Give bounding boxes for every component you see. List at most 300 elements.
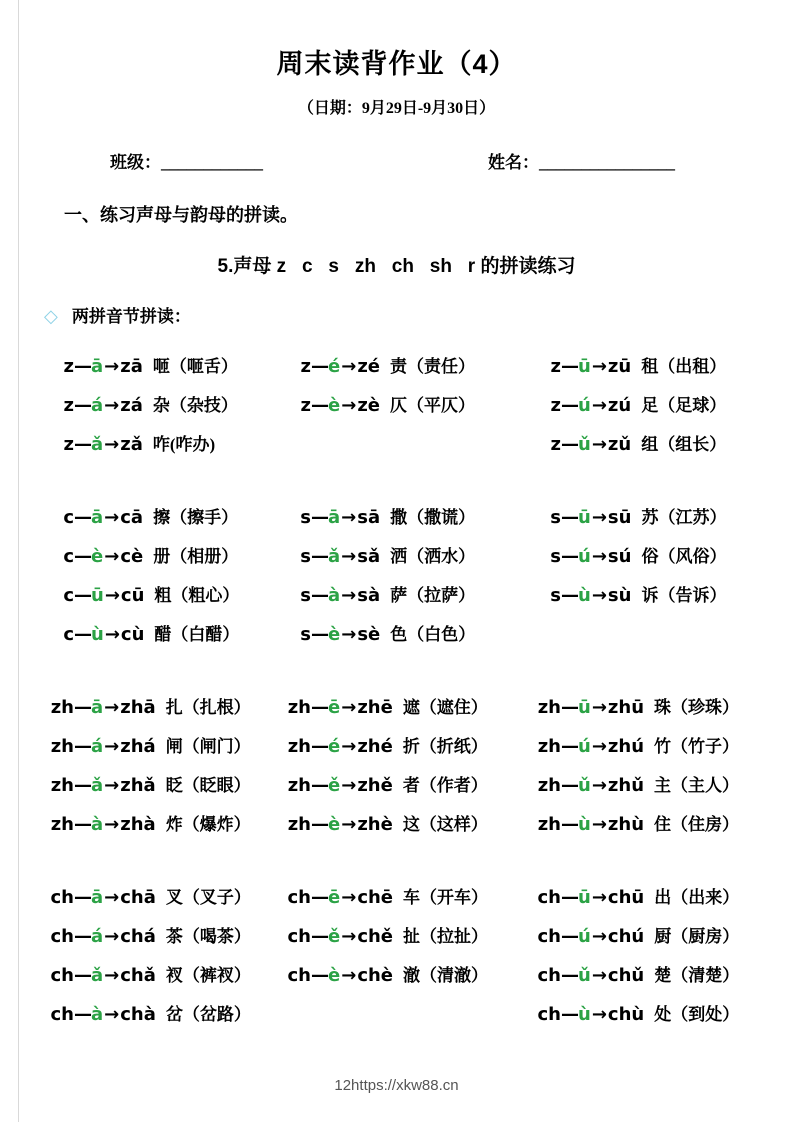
pinyin-row: [0, 686, 793, 725]
pinyin-row: [0, 725, 793, 764]
arrow-icon: →: [591, 736, 607, 757]
initial-consonant: zh: [537, 775, 561, 796]
pinyin-cell: [48, 771, 285, 796]
word-example: 诉（告诉）: [641, 586, 727, 605]
dash-connector: —: [74, 356, 91, 377]
word-example: 咂（咂舌）: [152, 357, 238, 376]
syllable: zhā: [120, 697, 156, 718]
initial-consonant: zh: [50, 697, 74, 718]
dash-connector: —: [561, 926, 578, 947]
dash-connector: —: [561, 1004, 578, 1025]
pinyin-cell: [48, 352, 285, 377]
syllable: chà: [120, 1004, 156, 1025]
pinyin-cell: [535, 693, 793, 718]
final-vowel: ú: [578, 546, 591, 567]
initial-consonant: c: [63, 585, 74, 606]
dash-connector: —: [311, 624, 328, 645]
dash-connector: —: [311, 697, 328, 718]
page-title: 周末读背作业（4）: [276, 49, 517, 79]
pinyin-cell: [535, 961, 793, 986]
final-vowel: é: [328, 356, 341, 377]
arrow-icon: →: [591, 775, 607, 796]
pinyin-cell: [285, 581, 535, 606]
final-vowel: ē: [328, 697, 341, 718]
pinyin-cell: [48, 620, 285, 645]
initial-consonant: s: [300, 507, 311, 528]
arrow-icon: →: [104, 356, 120, 377]
syllable: sù: [607, 585, 632, 606]
final-vowel: à: [91, 1004, 104, 1025]
initial-consonant: s: [550, 507, 561, 528]
pinyin-cell: [48, 542, 285, 567]
dash-connector: —: [74, 624, 91, 645]
dash-connector: —: [311, 585, 328, 606]
word-example: 杂（杂技）: [152, 396, 238, 415]
pinyin-row: [0, 803, 793, 842]
word-example: 洒（洒水）: [390, 547, 476, 566]
final-vowel: ā: [91, 507, 104, 528]
initial-consonant: ch: [537, 1004, 561, 1025]
final-vowel: è: [328, 395, 341, 416]
arrow-icon: →: [341, 356, 357, 377]
syllable: sū: [607, 507, 632, 528]
arrow-icon: →: [104, 507, 120, 528]
dash-connector: —: [74, 1004, 91, 1025]
name-label: 姓名：: [488, 153, 539, 172]
arrow-icon: →: [341, 814, 357, 835]
pinyin-row: [0, 384, 793, 423]
initial-consonant: zh: [537, 814, 561, 835]
final-vowel: ù: [578, 585, 591, 606]
pinyin-cell: [535, 922, 793, 947]
pinyin-cell: [48, 503, 285, 528]
arrow-icon: →: [104, 697, 120, 718]
final-vowel: ū: [578, 697, 591, 718]
final-vowel: ú: [578, 395, 591, 416]
pinyin-row: [0, 535, 793, 574]
arrow-icon: →: [591, 926, 607, 947]
pinyin-cell: [285, 883, 535, 908]
word-example: 粗（粗心）: [154, 586, 240, 605]
word-example: 楚（清楚）: [654, 966, 740, 985]
pinyin-row: [0, 915, 793, 954]
arrow-icon: →: [341, 546, 357, 567]
final-vowel: ù: [578, 814, 591, 835]
arrow-icon: →: [104, 926, 120, 947]
syllable: chē: [357, 887, 394, 908]
pinyin-row: [0, 496, 793, 535]
final-vowel: ǔ: [578, 965, 591, 986]
arrow-icon: →: [591, 965, 607, 986]
pinyin-cell: [535, 430, 793, 455]
word-example: 茶（喝茶）: [165, 927, 251, 946]
arrow-icon: →: [591, 546, 607, 567]
syllable: sā: [357, 507, 381, 528]
pinyin-cell: [48, 1000, 285, 1025]
initial-consonant: ch: [50, 965, 74, 986]
syllable: cā: [120, 507, 144, 528]
diamond-icon: ◇: [44, 306, 58, 327]
pinyin-row: [0, 423, 793, 462]
arrow-icon: →: [104, 814, 120, 835]
initial-consonant: zh: [287, 697, 311, 718]
dash-connector: —: [561, 585, 578, 606]
final-vowel: ǎ: [91, 965, 104, 986]
pinyin-cell: [285, 391, 535, 416]
arrow-icon: →: [341, 624, 357, 645]
pinyin-cell: [285, 810, 535, 835]
class-label: 班级：: [110, 153, 161, 172]
initial-consonant: zh: [50, 736, 74, 757]
initial-consonant: ch: [537, 965, 561, 986]
final-vowel: ǎ: [328, 546, 341, 567]
arrow-icon: →: [104, 395, 120, 416]
initial-consonant: z: [63, 356, 74, 377]
pinyin-cell: [535, 542, 793, 567]
bullet-line: [44, 302, 793, 327]
dash-connector: —: [561, 507, 578, 528]
word-example: 扯（拉扯）: [403, 927, 489, 946]
syllable: chù: [607, 1004, 645, 1025]
initial-consonant: z: [63, 395, 74, 416]
word-example: 足（足球）: [641, 396, 727, 415]
arrow-icon: →: [104, 887, 120, 908]
word-example: 住（住房）: [654, 815, 740, 834]
word-example: 折（折纸）: [402, 737, 488, 756]
initial-consonant: s: [300, 585, 311, 606]
word-example: 撒（撒谎）: [390, 508, 476, 527]
word-example: 厨（厨房）: [654, 927, 740, 946]
syllable: chū: [607, 887, 645, 908]
final-vowel: è: [91, 546, 104, 567]
final-vowel: ě: [328, 926, 341, 947]
pinyin-cell: [535, 771, 793, 796]
word-example: 主（主人）: [654, 776, 740, 795]
dash-connector: —: [311, 887, 328, 908]
syllable: zhà: [120, 814, 156, 835]
initial-consonant: z: [300, 356, 311, 377]
syllable: chá: [120, 926, 156, 947]
final-vowel: ù: [91, 624, 104, 645]
arrow-icon: →: [104, 736, 120, 757]
syllable: zhè: [357, 814, 393, 835]
syllable: zhé: [357, 736, 393, 757]
arrow-icon: →: [591, 507, 607, 528]
pinyin-cell: [285, 503, 535, 528]
initial-consonant: ch: [50, 1004, 74, 1025]
initial-consonant: ch: [537, 926, 561, 947]
syllable: sú: [607, 546, 632, 567]
pinyin-row: [0, 613, 793, 652]
dash-connector: —: [74, 736, 91, 757]
word-example: 苏（江苏）: [641, 508, 727, 527]
pinyin-group: [0, 345, 793, 462]
initial-consonant: zh: [50, 814, 74, 835]
word-example: 租（出租）: [641, 357, 727, 376]
word-example: 衩（裤衩）: [165, 966, 251, 985]
initial-consonant: z: [550, 395, 561, 416]
arrow-icon: →: [591, 814, 607, 835]
syllable: cù: [120, 624, 145, 645]
arrow-icon: →: [104, 1004, 120, 1025]
final-vowel: è: [328, 965, 341, 986]
dash-connector: —: [561, 736, 578, 757]
word-example: 者（作者）: [402, 776, 488, 795]
pinyin-cell: [535, 810, 793, 835]
arrow-icon: →: [591, 356, 607, 377]
final-vowel: ǔ: [578, 434, 591, 455]
dash-connector: —: [311, 736, 328, 757]
initial-consonant: z: [550, 356, 561, 377]
word-example: 俗（风俗）: [641, 547, 727, 566]
word-example: 组（组长）: [641, 435, 727, 454]
dash-connector: —: [74, 434, 91, 455]
initial-consonant: c: [63, 546, 74, 567]
syllable: sǎ: [357, 546, 381, 567]
pinyin-cell: [285, 693, 535, 718]
dash-connector: —: [74, 585, 91, 606]
syllable: cū: [120, 585, 145, 606]
final-vowel: ē: [328, 887, 341, 908]
dash-connector: —: [311, 926, 328, 947]
arrow-icon: →: [591, 395, 607, 416]
initial-consonant: ch: [50, 887, 74, 908]
pinyin-cell: [535, 581, 793, 606]
dash-connector: —: [311, 356, 328, 377]
word-example: 闸（闸门）: [165, 737, 251, 756]
pinyin-cell: [48, 810, 285, 835]
syllable: chě: [357, 926, 394, 947]
final-vowel: è: [328, 624, 341, 645]
bullet-text: 两拼音节拼读：: [71, 307, 191, 326]
word-example: 珠（珍珠）: [654, 698, 740, 717]
word-example: 眨（眨眼）: [165, 776, 251, 795]
final-vowel: è: [328, 814, 341, 835]
arrow-icon: →: [591, 887, 607, 908]
word-example: 炸（爆炸）: [165, 815, 251, 834]
dash-connector: —: [74, 546, 91, 567]
class-field: [110, 148, 263, 173]
pinyin-cell: [535, 352, 793, 377]
syllable: zū: [607, 356, 632, 377]
syllable: chǔ: [607, 965, 645, 986]
initial-consonant: ch: [50, 926, 74, 947]
syllable: zé: [357, 356, 380, 377]
final-vowel: ā: [91, 887, 104, 908]
pinyin-row: [0, 574, 793, 613]
word-example: 遮（遮住）: [402, 698, 488, 717]
exercise-title: 5.声母 z c s zh ch sh r 的拼读练习: [217, 256, 576, 277]
initial-consonant: s: [550, 585, 561, 606]
word-example: 这（这样）: [402, 815, 488, 834]
final-vowel: ā: [328, 507, 341, 528]
pinyin-cell: [48, 732, 285, 757]
final-vowel: ā: [91, 697, 104, 718]
footer-watermark: 12https://xkw88.cn: [334, 1077, 459, 1094]
initial-consonant: zh: [537, 736, 561, 757]
name-blank-line: ________________: [539, 153, 675, 172]
word-example: 醋（白醋）: [154, 625, 240, 644]
word-example: 车（开车）: [403, 888, 489, 907]
initial-consonant: s: [300, 546, 311, 567]
dash-connector: —: [561, 395, 578, 416]
final-vowel: à: [91, 814, 104, 835]
syllable: zhú: [607, 736, 645, 757]
dash-connector: —: [74, 395, 91, 416]
pinyin-row: [0, 764, 793, 803]
dash-connector: —: [311, 395, 328, 416]
syllable: zhě: [357, 775, 393, 796]
pinyin-cell: [285, 771, 535, 796]
initial-consonant: ch: [287, 887, 311, 908]
syllable: zú: [607, 395, 632, 416]
dash-connector: —: [311, 775, 328, 796]
syllable: chǎ: [120, 965, 156, 986]
word-example: 咋(咋办): [152, 435, 216, 454]
dash-connector: —: [561, 814, 578, 835]
dash-connector: —: [74, 926, 91, 947]
word-example: 扎（扎根）: [165, 698, 251, 717]
pinyin-cell: [285, 542, 535, 567]
syllable: zhù: [607, 814, 645, 835]
arrow-icon: →: [341, 736, 357, 757]
syllable: zhǔ: [607, 775, 645, 796]
arrow-icon: →: [104, 546, 120, 567]
syllable: sà: [357, 585, 381, 606]
syllable: zè: [357, 395, 380, 416]
initial-consonant: z: [550, 434, 561, 455]
pinyin-cell: [285, 732, 535, 757]
pinyin-group: [0, 496, 793, 652]
dash-connector: —: [311, 965, 328, 986]
syllable: chā: [120, 887, 156, 908]
pinyin-cell: [535, 732, 793, 757]
dash-connector: —: [311, 546, 328, 567]
arrow-icon: →: [104, 434, 120, 455]
dash-connector: —: [561, 356, 578, 377]
initial-consonant: z: [63, 434, 74, 455]
initial-consonant: c: [63, 624, 74, 645]
dash-connector: —: [74, 814, 91, 835]
pinyin-cell: [285, 620, 535, 645]
initial-consonant: zh: [287, 736, 311, 757]
dash-connector: —: [561, 697, 578, 718]
dash-connector: —: [561, 887, 578, 908]
pinyin-cell: [535, 1000, 793, 1025]
initial-consonant: ch: [287, 926, 311, 947]
pinyin-row: [0, 954, 793, 993]
dash-connector: —: [74, 775, 91, 796]
final-vowel: ǎ: [91, 775, 104, 796]
arrow-icon: →: [341, 887, 357, 908]
arrow-icon: →: [104, 965, 120, 986]
word-example: 仄（平仄）: [390, 396, 475, 415]
dash-connector: —: [561, 775, 578, 796]
pinyin-group: [0, 686, 793, 842]
arrow-icon: →: [104, 775, 120, 796]
pinyin-cell: [48, 883, 285, 908]
final-vowel: é: [328, 736, 341, 757]
syllable: zhǎ: [120, 775, 156, 796]
arrow-icon: →: [341, 697, 357, 718]
pinyin-row: [0, 993, 793, 1032]
syllable: zā: [120, 356, 143, 377]
final-vowel: ě: [328, 775, 341, 796]
pinyin-cell: [48, 961, 285, 986]
initial-consonant: zh: [287, 814, 311, 835]
word-example: 岔（岔路）: [165, 1005, 251, 1024]
syllable: cè: [120, 546, 144, 567]
final-vowel: ú: [578, 736, 591, 757]
initial-consonant: zh: [287, 775, 311, 796]
arrow-icon: →: [341, 507, 357, 528]
final-vowel: ū: [578, 356, 591, 377]
pinyin-group: [0, 876, 793, 1032]
syllable: zhá: [120, 736, 156, 757]
initial-consonant: z: [300, 395, 311, 416]
pinyin-groups: [0, 345, 793, 1032]
dash-connector: —: [74, 965, 91, 986]
class-blank-line: ____________: [161, 153, 263, 172]
pinyin-cell: [535, 391, 793, 416]
final-vowel: á: [91, 395, 104, 416]
syllable: chè: [357, 965, 394, 986]
word-example: 萨（拉萨）: [390, 586, 476, 605]
final-vowel: ū: [91, 585, 104, 606]
section-heading: 一、练习声母与韵母的拼读。: [64, 205, 298, 225]
name-field: [488, 148, 675, 173]
arrow-icon: →: [341, 926, 357, 947]
pinyin-cell: [48, 922, 285, 947]
word-example: 澈（清澈）: [403, 966, 489, 985]
syllable: zhē: [357, 697, 393, 718]
final-vowel: ú: [578, 926, 591, 947]
arrow-icon: →: [104, 585, 120, 606]
final-vowel: á: [91, 926, 104, 947]
dash-connector: —: [561, 546, 578, 567]
pinyin-cell: [285, 922, 535, 947]
final-vowel: ā: [91, 356, 104, 377]
final-vowel: ù: [578, 1004, 591, 1025]
date-line: （日期：9月29日-9月30日）: [297, 100, 496, 117]
word-example: 叉（叉子）: [165, 888, 251, 907]
dash-connector: —: [74, 887, 91, 908]
word-example: 册（相册）: [153, 547, 239, 566]
initial-consonant: s: [550, 546, 561, 567]
pinyin-cell: [48, 391, 285, 416]
initial-consonant: zh: [50, 775, 74, 796]
final-vowel: ǔ: [578, 775, 591, 796]
pinyin-cell: [285, 961, 535, 986]
dash-connector: —: [74, 697, 91, 718]
arrow-icon: →: [341, 585, 357, 606]
fields-row: [0, 148, 793, 173]
pinyin-cell: [285, 352, 535, 377]
arrow-icon: →: [104, 624, 120, 645]
word-example: 色（白色）: [390, 625, 476, 644]
dash-connector: —: [311, 507, 328, 528]
pinyin-cell: [48, 430, 285, 455]
initial-consonant: zh: [537, 697, 561, 718]
pinyin-cell: [535, 883, 793, 908]
initial-consonant: c: [63, 507, 74, 528]
final-vowel: ǎ: [91, 434, 104, 455]
syllable: zá: [120, 395, 143, 416]
syllable: zǎ: [120, 434, 143, 455]
word-example: 处（到处）: [654, 1005, 740, 1024]
pinyin-cell: [48, 581, 285, 606]
word-example: 擦（擦手）: [153, 508, 239, 527]
